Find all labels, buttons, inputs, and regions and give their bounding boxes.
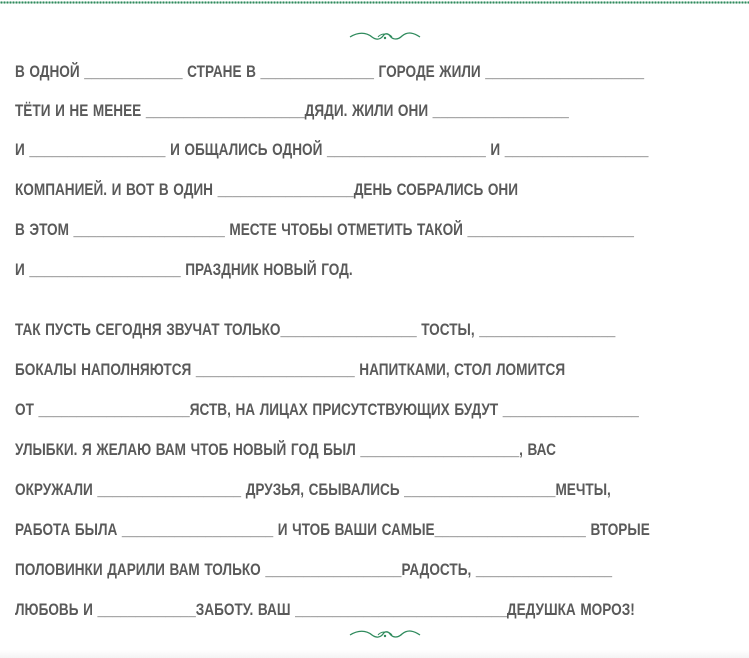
text-line: И ____________________ ПРАЗДНИК НОВЫЙ ГОД.: [15, 260, 353, 279]
text-line: ТЁТИ И НЕ МЕНЕЕ _____________________ДЯДИ. ЖИЛИ ОНИ __________________: [15, 101, 569, 120]
text-line: УЛЫБКИ. Я ЖЕЛАЮ ВАМ ЧТОБ НОВЫЙ ГОД БЫЛ _____________________, ВАС: [15, 440, 556, 459]
text-line: ТАК ПУСТЬ СЕГОДНЯ ЗВУЧАТ ТОЛЬКО__________________ ТОСТЫ, __________________: [15, 320, 616, 339]
text-line: ЛЮБОВЬ И _____________ЗАБОТУ. ВАШ ____________________________ДЕДУШКА МОРОЗ!: [15, 600, 635, 619]
flourish-divider-icon: [348, 30, 422, 42]
text-line: ОТ ____________________ЯСТВ, НА ЛИЦАХ ПРИСУТСТВУЮЩИХ БУДУТ __________________: [15, 400, 639, 419]
dotted-top-border: [0, 0, 749, 5]
text-line: В ЭТОМ ____________________ МЕСТЕ ЧТОБЫ ОТМЕТИТЬ ТАКОЙ ______________________: [15, 220, 634, 239]
text-line: БОКАЛЫ НАПОЛНЯЮТСЯ _____________________ НАПИТКАМИ, СТОЛ ЛОМИТСЯ: [15, 360, 566, 379]
flourish-divider-icon: [348, 628, 422, 640]
text-line: ОКРУЖАЛИ ___________________ ДРУЗЬЯ, СБЫВАЛИСЬ ____________________МЕЧТЫ,: [15, 480, 611, 499]
text-line: КОМПАНИЕЙ. И ВОТ В ОДИН __________________ДЕНЬ СОБРАЛИСЬ ОНИ: [15, 180, 519, 199]
page-bottom-edge: [0, 650, 749, 658]
text-line: ПОЛОВИНКИ ДАРИЛИ ВАМ ТОЛЬКО __________________РАДОСТЬ, __________________: [15, 560, 613, 579]
text-line: И __________________ И ОБЩАЛИСЬ ОДНОЙ _____________________ И ___________________: [15, 140, 649, 159]
text-line: В ОДНОЙ _____________ СТРАНЕ В _______________ ГОРОДЕ ЖИЛИ _____________________: [15, 62, 645, 81]
text-line: РАБОТА БЫЛА ____________________ И ЧТОБ ВАШИ САМЫЕ____________________ ВТОРЫЕ: [15, 520, 650, 539]
